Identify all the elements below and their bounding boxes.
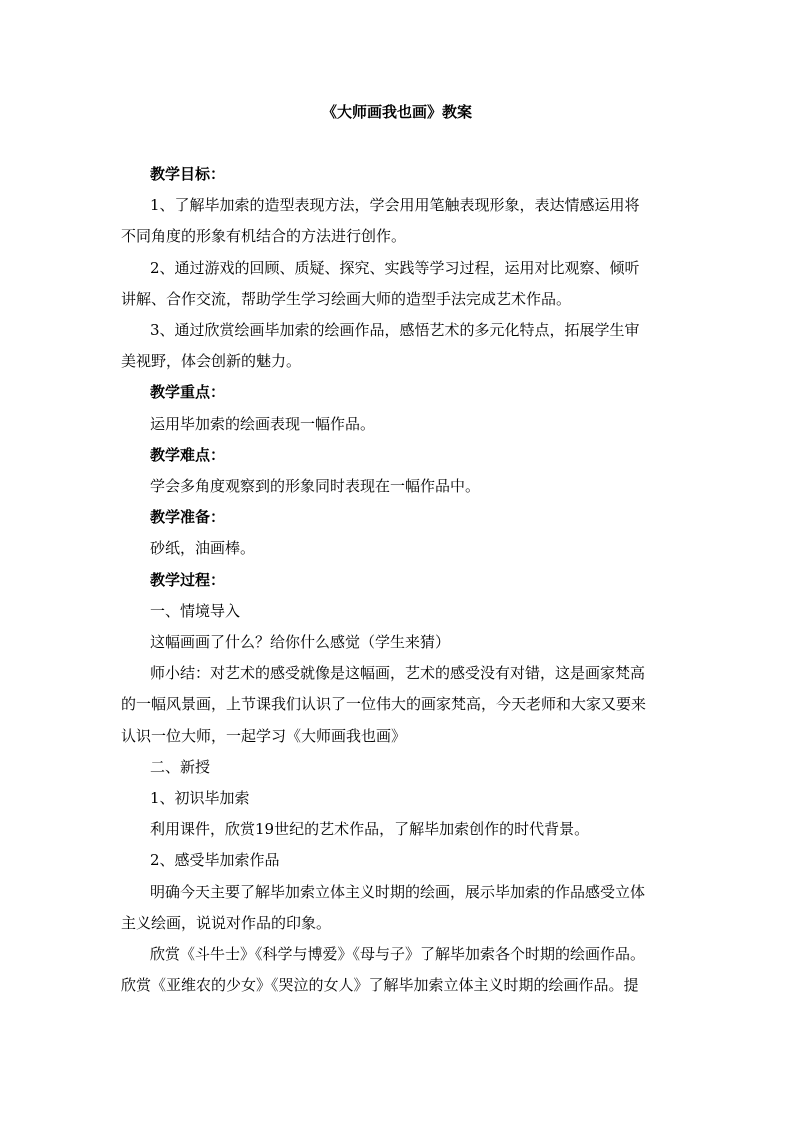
body-text-line: 利用课件，欣赏19世纪的艺术作品，了解毕加索创作的时代背景。	[150, 820, 590, 839]
body-text-line: 欣赏《亚维农的少女》《哭泣的女人》了解毕加索立体主义时期的绘画作品。提	[121, 976, 639, 995]
body-text-line: 明确今天主要了解毕加索立体主义时期的绘画，展示毕加索的作品感受立体	[150, 882, 646, 901]
body-text-line: 师小结：对艺术的感受就像是这幅画，艺术的感受没有对错，这是画家梵高	[150, 664, 646, 683]
body-text-line: 学会多角度观察到的形象同时表现在一幅作品中。	[150, 477, 481, 495]
body-text-line: 认识一位大师，一起学习《大师画我也画》	[121, 726, 407, 745]
section-heading: 教学过程：	[150, 570, 226, 589]
body-text-line: 一、情境导入	[150, 601, 241, 620]
body-text-line: 3、通过欣赏绘画毕加索的绘画作品，感悟艺术的多元化特点，拓展学生审	[150, 321, 640, 339]
section-heading: 教学准备：	[150, 508, 226, 527]
body-text-line: 1、了解毕加索的造型表现方法，学会用用笔触表现形象，表达情感运用将	[150, 196, 640, 215]
body-text-line: 二、新授	[150, 757, 211, 776]
body-text-line: 运用毕加索的绘画表现一幅作品。	[150, 414, 376, 433]
body-text-line: 这幅画画了什么？给你什么感觉（学生来猜）	[150, 633, 451, 651]
body-text-line: 的一幅风景画，上节课我们认识了一位伟大的画家梵高，今天老师和大家又要来	[121, 695, 647, 714]
body-text-line: 2、感受毕加索作品	[150, 851, 280, 870]
section-heading: 教学目标：	[150, 165, 226, 183]
body-text-line: 1、初识毕加索	[150, 789, 250, 807]
body-text-line: 美视野，体会创新的魅力。	[121, 352, 302, 371]
body-text-line: 主义绘画，说说对作品的印象。	[121, 913, 332, 932]
body-text-line: 欣赏《斗牛士》《科学与博爱》《母与子》了解毕加索各个时期的绘画作品。	[150, 945, 646, 963]
section-heading: 教学重点：	[150, 383, 226, 402]
body-text-line: 砂纸，油画棒。	[150, 539, 256, 558]
body-text-line: 2、通过游戏的回顾、质疑、探究、实践等学习过程，运用对比观察、倾听	[150, 258, 640, 277]
document-title: 《大师画我也画》教案	[321, 103, 472, 121]
body-text-line: 讲解、合作交流，帮助学生学习绘画大师的造型手法完成艺术作品。	[121, 289, 572, 308]
body-text-line: 不同角度的形象有机结合的方法进行创作。	[121, 227, 407, 246]
section-heading: 教学难点：	[150, 445, 226, 464]
